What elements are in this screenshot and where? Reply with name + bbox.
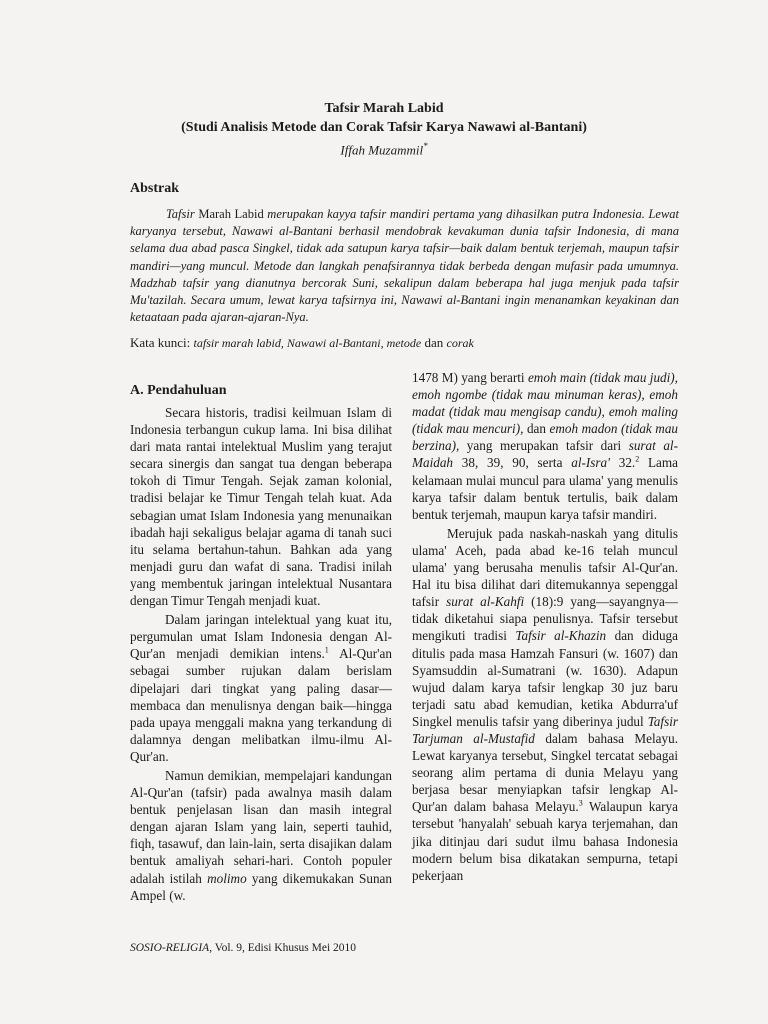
left-column: [130, 404, 392, 904]
abstract-text: Tafsir Marah Labid merupakan kayya tafsir mandiri pertama yang dihasilkan putra Indonesia. Lewat karyanya tersebut, Nawawi al-Bantani berhasil mendobrak kevakuman dunia tafsir Indonesia, di mana selama dua abad pasca Singkel, tidak ada satupun karya tafsir—baik dalam bentuk terjemah, maupun tafsir mandiri—yang muncul. Metode dan langkah penafsirannya tidak berbeda dengan mufasir pada umumnya. Madzhab tafsir yang dianutnya bercorak Suni, sekalipun dalam beberapa hal juga menjuk pada tafsir Mu'tazilah. Secara umum, lewat karya tafsirnya ini, Nawawi al-Bantani ingin menanamkan keyakinan dan ketaataan pada ajaran-ajaran-Nya.: [130, 207, 680, 325]
author-name: Iffah Muzammil*: [340, 141, 428, 158]
paragraph: 1478 M) yang berarti emoh main (tidak mau judi), emoh ngombe (tidak mau minuman keras), emoh madat (tidak mau mengisap candu), emoh maling (tidak mau mencuri), dan emoh madon (tidak mau berzina), yang merupakan tafsir dari surat al-Maidah 38, 39, 90, serta al-Isra' 32.$^2$ Lama kelamaan mulai muncul para ulama' yang menulis karya tafsir dalam bentuk tertulis, baik dalam bentuk terjemah, maupun karya tafsir mandiri.: [412, 370, 679, 522]
keywords-label: Kata kunci:: [130, 335, 191, 350]
paragraph: Secara historis, tradisi keilmuan Islam di Indonesia terbangun cukup lama. Ini bisa dilihat dari mata rantai intelektual Muslim yang terajut secara sinergis dan sangat tua dengan beberapa tokoh di Timur Tengah. Sejak zaman kolonial, tradisi belajar ke Timur Tengah telah kuat. Ada sebagian umat Islam Indonesia yang menunaikan ibadah haji sekaligus belajar agama di tanah suci itu selama bertahun-tahun. Bahkan ada yang menjadi guru dan wafat di sana. Tradisi inilah yang membentuk jaringan intelektual Nusantara dengan Timur Tengah menjadi kuat.: [130, 405, 392, 609]
journal-footer: SOSIO-RELIGIA, Vol. 9, Edisi Khusus Mei 2010: [130, 942, 357, 954]
author-footnote-mark: *: [423, 141, 428, 151]
paragraph: Merujuk pada naskah-naskah yang ditulis ulama' Aceh, pada abad ke-16 telah muncul ulama' yang berusaha menulis tafsir Al-Qur'an. Hal itu bisa dilihat dari ditemukannya sepenggal tafsir surat al-Kahfi (18):9 yang—sayangnya—tidak diketahui siapa penulisnya. Tafsir tersebut mengikuti tradisi Tafsir al-Khazin dan diduga ditulis pada masa Hamzah Fansuri (w. 1607) dan Syamsuddin al-Sumatrani (w. 1630). Adapun wujud dalam karya tafsir lengkap 30 juz baru terjadi satu abad kemudian, ketika Abdurra'uf Singkel menulis tafsir yang diberinya judul Tafsir Tarjuman al-Mustafid dalam bahasa Melayu. Lewat karyanya tersebut, Singkel tercatat sebagai seorang alim pertama di dunia Melayu yang berjasa besar menyiapkan tafsir lengkap Al-Qur'an dalam bahasa Melayu.$^3$ Walaupun karya tersebut 'hanyalah' sebuah karya terjemahan, dan jika ditinjau dari sudut ilmu bahasa Indonesia modern belum bisa dikatakan sempurna, tetapi pekerjaan: [412, 525, 679, 883]
abstract-heading: Abstrak: [130, 181, 180, 196]
footnote-ref: 2: [635, 455, 640, 465]
keywords-line: Kata kunci: tafsir marah labid, Nawawi al-Bantani, metode dan corak: [130, 335, 474, 350]
paragraph: Dalam jaringan intelektual yang kuat itu, pergumulan umat Islam Indonesia dengan Al-Qur'an menjadi demikian intens.$^1$ Al-Qur'an sebagai sumber rujukan dalam berislam dipelajari dari tingkat yang paling dasar—membaca dan menulisnya dengan baik—hingga pada upaya menggali makna yang terkandung di dalamnya dengan melibatkan ilmu-ilmu Al-Qur'an.: [130, 612, 392, 764]
paragraph: Namun demikian, mempelajari kandungan Al-Qur'an (tafsir) pada awalnya masih dalam bentuk penjelasan lisan dan masih integral dengan ajaran Islam yang lain, seperti tauhid, fiqh, tasawuf, dan lain-lain, serta disajikan dalam bentuk amaliyah sehari-hari. Contoh populer adalah istilah molimo yang dikemukakan Sunan Ampel (w.: [130, 767, 392, 903]
right-column: [412, 369, 678, 884]
paper-subtitle: (Studi Analisis Metode dan Corak Tafsir Karya Nawawi al-Bantani): [181, 120, 587, 135]
footnote-ref: 3: [578, 798, 583, 808]
paper-title: Tafsir Marah Labid: [324, 101, 444, 116]
section-heading: A. Pendahuluan: [130, 383, 227, 398]
footnote-ref: 1: [324, 645, 329, 655]
